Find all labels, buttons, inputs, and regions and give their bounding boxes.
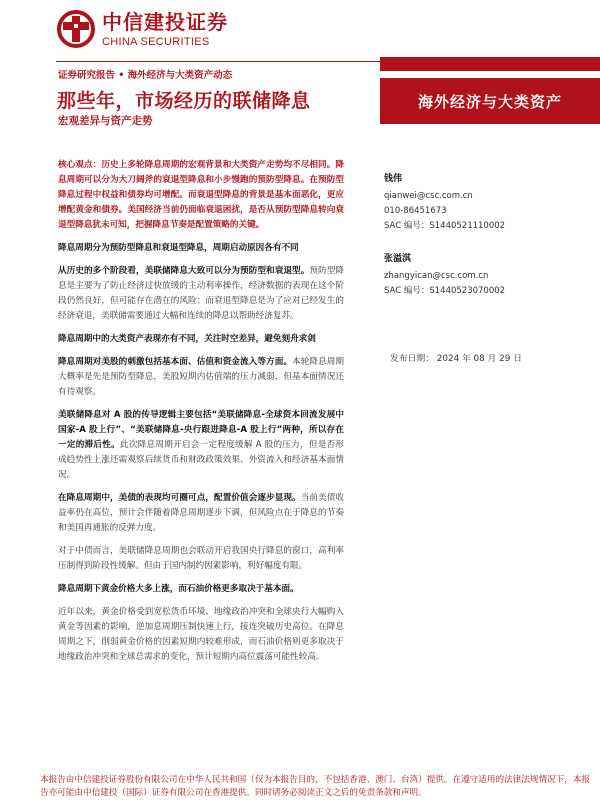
publish-date: 发布日期： 2024 年 08 月 29 日 — [390, 354, 522, 364]
header-red-bar — [380, 57, 600, 71]
core-view: 核心观点：历史上多轮降息周期的宏观背景和大类资产走势均不尽相同。降息周期可以分为大刀阔斧的衰退型降息和小步慢跑的预防型降息。在预防型降息过程中权益和债券均可增配。而衰退型降息的背景是基本面恶化，更应增配黄金和债券。美国经济当前仍面临衰退困扰，是否从预防型降息转向衰退型降息犹未可知，把握降息节奏是配置策略的关键。 — [58, 160, 344, 230]
author-block — [384, 172, 594, 234]
section-heading: 降息周期中的大类资产表现亦有不同，关注时空差异，避免刻舟求剑 — [58, 334, 316, 344]
main-content — [58, 158, 344, 673]
paragraph-lead: 降息周期对美股的刺激包括基本面、估值和资金流入等方面。 — [58, 357, 293, 367]
author-name: 钱伟 — [384, 174, 403, 184]
category-banner: 海外经济与大类资产 — [380, 78, 600, 124]
section-heading: 降息周期下黄金价格大多上涨，而石油价格更多取决于基本面。 — [58, 584, 299, 594]
paragraph — [58, 544, 344, 574]
section-heading: 降息周期分为预防型降息和衰退型降息，周期启动原因各有不同 — [58, 243, 299, 253]
author-phone: 010-86451673 — [384, 206, 447, 216]
paragraph-text: 预防型降息是主要为了防止经济过快放缓的主动利率操作，经济数据的表现在这个阶段仍然良好，但可能存在潜在的风险；而衰退型降息是为了应对已经发生的经济衰退，美联储需要通过大幅和连续的降息以帮助经济复苏。 — [58, 266, 344, 321]
paragraph-text: 此次降息周期开启会一定程度缓解 A 股的压力，但是否形成趋势性上涨还需观察后续货币和财政政策效果、外资流入和经济基本面情况。 — [58, 440, 344, 480]
header-rule — [56, 61, 380, 62]
author-name: 张溢淇 — [384, 254, 412, 264]
paragraph — [58, 355, 344, 400]
logo-emblem-icon — [56, 9, 96, 49]
paragraph-text: 本轮降息周期大概率是先是预防型降息，美股短期内估值端的压力减弱，但基本面情况还有待观察。 — [58, 357, 344, 397]
logo-cn-text: 中信建投证券 — [102, 9, 228, 34]
paragraph-text: 近年以来，黄金价格受到宽松货币环境、地缘政治冲突和全球央行大幅购入黄金等因素的影响，逆加息周期压制快速上行，接连突破历史高位。在降息周期之下，削弱黄金价格的因素短期内较难形成，而石油价格则更多取决于地缘政治冲突和全球总需求的变化，预计短期内高位震荡可能性较高。 — [58, 607, 344, 662]
author-block — [384, 252, 594, 299]
company-logo — [56, 9, 228, 49]
disclaimer: 本报告由中信建投证券股份有限公司在中华人民共和国（仅为本报告目的，不包括香港、澳门、台湾）提供。在遵守适用的法律法规情况下，本报告亦可能由中信建投（国际）证券有限公司在香港提供。同时请务必阅读正文之后的免责条款和声明。 — [40, 775, 591, 798]
paragraph — [58, 408, 344, 483]
paragraph-lead: 在降息周期中，美债的表现均可圈可点，配置价值会逐步显现。 — [58, 493, 301, 503]
paragraph-lead: 美联储降息对 A 股的传导逻辑主要包括“美联储降息-全球资本回流发展中国家-A 股上行”、“美联储降息-央行跟进降息-A 股上行”两种，所以存在一定的滞后性。 — [58, 410, 344, 450]
author-email[interactable]: qianwei@csc.com.cn — [384, 191, 473, 201]
report-subtitle: 宏观差异与资产走势 — [58, 115, 153, 127]
author-sac: SAC 编号：S1440523070002 — [384, 286, 506, 296]
logo-en-text: CHINA SECURITIES — [102, 35, 210, 48]
paragraph — [58, 605, 344, 665]
report-type: 证券研究报告 • 海外经济与大类资产动态 — [58, 70, 233, 81]
paragraph — [58, 491, 344, 536]
paragraph-text: 当前美债收益率仍在高位，预计会伴随着降息周期逐步下调，但风险点在于降息的节奏和美国再通胀的反弹力度。 — [58, 493, 344, 533]
author-panel — [384, 172, 594, 317]
paragraph-text: 对于中债而言，美联储降息周期也会联动开启我国央行降息的窗口，高利率压制得到阶段性缓解。但由于国内制约因素影响，利好幅度有限。 — [58, 546, 344, 571]
paragraph-lead: 从历史的多个阶段看，美联储降息大致可以分为预防型和衰退型。 — [58, 266, 310, 276]
author-email[interactable]: zhangyican@csc.com.cn — [384, 271, 489, 281]
paragraph — [58, 264, 344, 324]
report-title: 那些年，市场经历的联储降息 — [57, 90, 311, 112]
author-sac: SAC 编号：S1440521110002 — [384, 221, 506, 231]
